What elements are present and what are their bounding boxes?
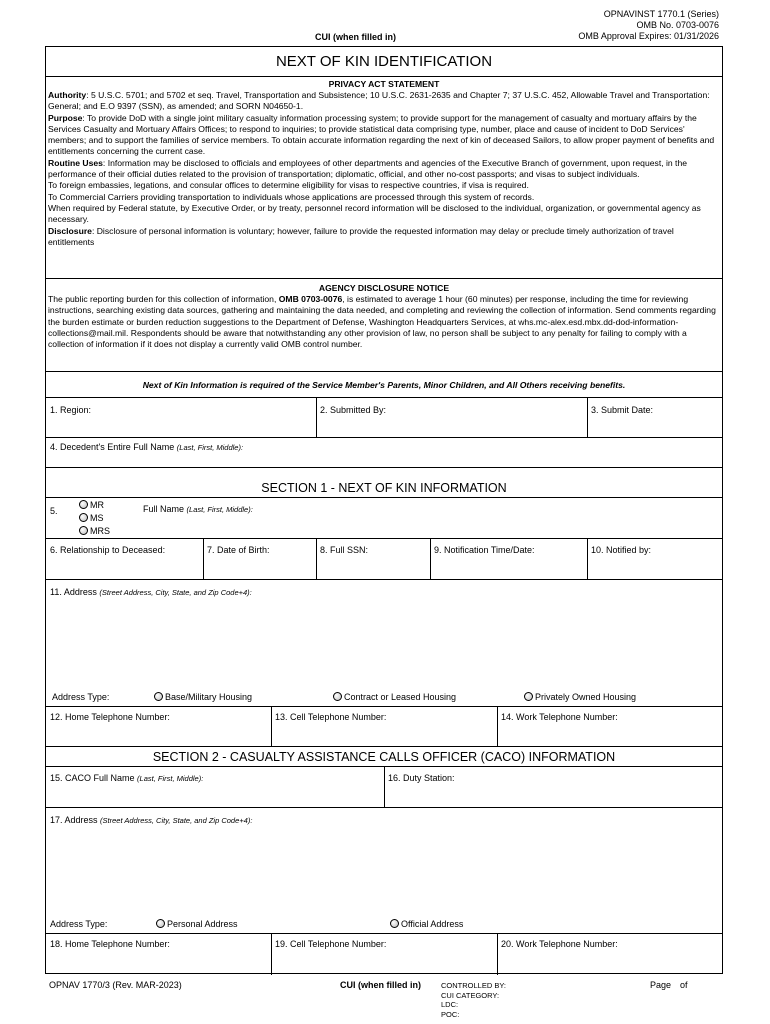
- nok-work-phone-field[interactable]: 14. Work Telephone Number:: [501, 712, 618, 722]
- privacy-act-title: PRIVACY ACT STATEMENT: [328, 79, 440, 89]
- form-body: [45, 46, 723, 974]
- radio-privately-owned-housing[interactable]: Privately Owned Housing: [524, 692, 636, 702]
- radio-icon: [390, 919, 399, 928]
- radio-mr[interactable]: MR: [79, 500, 104, 510]
- submit-date-field[interactable]: 3. Submit Date:: [591, 405, 654, 415]
- item-5-label: 5.: [50, 506, 58, 516]
- radio-icon: [156, 919, 165, 928]
- section-1-title: SECTION 1 - NEXT OF KIN INFORMATION: [261, 481, 507, 495]
- footer-cui-marking: CUI (when filled in): [340, 980, 421, 990]
- radio-icon: [154, 692, 163, 701]
- nok-home-phone-field[interactable]: 12. Home Telephone Number:: [50, 712, 170, 722]
- footer-page-of: of: [680, 980, 688, 990]
- relationship-field[interactable]: 6. Relationship to Deceased:: [50, 545, 166, 555]
- notification-time-field[interactable]: 9. Notification Time/Date:: [434, 545, 535, 555]
- caco-work-phone-field[interactable]: 20. Work Telephone Number:: [501, 939, 618, 949]
- header-instruction: OPNAVINST 1770.1 (Series): [603, 9, 719, 19]
- radio-icon: [79, 500, 88, 509]
- header-omb-expires: OMB Approval Expires: 01/31/2026: [578, 31, 719, 41]
- radio-icon: [333, 692, 342, 701]
- privacy-act-statement: Authority: 5 U.S.C. 5701; and 5702 et seq. Travel, Transportation and Subsistence; 10 U.S.C. 2631-2635 and Chapter 7; 37 U.S.C. 452, Allowable Travel and Transportation: General; and E.O 9397 (SSN), as amended; and SORN N04650-1. Purpose: To provide DoD with a single joint military casualty information processing system; to provide support for the management of casualty and mortuary affairs by the Services Casualty and Mortuary Affairs Offices; to respond to inquiries; to provide statistical data comprising type, number, place and cause of incident to DoD Services' members; and to support the families of service members. To obtain accurate information regarding the next of kin of deceased Sailors, to allow proper payment of benefits and entitlements concerning the current case. Routine Uses: Information may be disclosed to officials and employees of other departments and agencies of the Executive Branch of government, upon request, in the performance of their official duties related to the provision of transportation; diplomatic, official, and other no-cost passports; and visas to subject individuals. To foreign embassies, legations, and consular offices to determine eligibility for visas to respective countries, if visa is required. To Commercial Carriers providing transportation to individuals whose applications are processed through this system of records. When required by Federal statute, by Executive Order, or by treaty, personnel record information will be disclosed to the individual, organization, or governmental agency as necessary. Disclosure: Disclosure of personal information is voluntary; however, failure to provide the requested information may delay or preclude timely authorization of travel entitlements: [48, 90, 715, 247]
- radio-official-address[interactable]: Official Address: [390, 919, 463, 929]
- caco-cell-phone-field[interactable]: 19. Cell Telephone Number:: [275, 939, 387, 949]
- agency-disclosure-title: AGENCY DISCLOSURE NOTICE: [318, 283, 450, 293]
- next-of-kin-notice: Next of Kin Information is required of the Service Member's Parents, Minor Children, and All Others receiving benefits.: [142, 380, 626, 390]
- nok-address-field[interactable]: 11. Address (Street Address, City, State, and Zip Code+4):: [50, 587, 252, 597]
- caco-address-type-label: Address Type:: [50, 919, 108, 929]
- footer-form-number: OPNAV 1770/3 (Rev. MAR-2023): [49, 980, 182, 990]
- agency-disclosure-notice: The public reporting burden for this collection of information, OMB 0703-0076, is estimated to average 1 hour (60 minutes) per response, including the time for reviewing instructions, searching existing data sources, gathering and maintaining the data needed, and completing and reviewing the collection of information. Send comments regarding the burden estimate or burden reduction suggestions to the Department of Defense, Washington Headquarters Services, at whs.mc-alex.esd.mbx.dd-dod-information-collections@mail.mil. Respondents should be aware that notwithstanding any other provision of law, no person shall be subject to any penalty for failing to comply with a collection of information if it does not display a currently valid OMB control number.: [48, 294, 716, 350]
- caco-home-phone-field[interactable]: 18. Home Telephone Number:: [50, 939, 170, 949]
- date-of-birth-field[interactable]: 7. Date of Birth:: [207, 545, 270, 555]
- radio-icon: [79, 526, 88, 535]
- caco-full-name-field[interactable]: 15. CACO Full Name (Last, First, Middle):: [50, 773, 204, 783]
- header-cui-marking: CUI (when filled in): [315, 32, 396, 42]
- section-2-title: SECTION 2 - CASUALTY ASSISTANCE CALLS OFFICER (CACO) INFORMATION: [152, 750, 616, 764]
- radio-personal-address[interactable]: Personal Address: [156, 919, 238, 929]
- notified-by-field[interactable]: 10. Notified by:: [591, 545, 652, 555]
- caco-address-field[interactable]: 17. Address (Street Address, City, State, and Zip Code+4):: [50, 815, 253, 825]
- nok-address-type-label: Address Type:: [52, 692, 110, 702]
- nok-full-name-field[interactable]: Full Name (Last, First, Middle):: [143, 504, 253, 514]
- radio-mrs[interactable]: MRS: [79, 526, 110, 536]
- full-ssn-field[interactable]: 8. Full SSN:: [320, 545, 369, 555]
- decedent-name-field[interactable]: 4. Decedent's Entire Full Name (Last, First, Middle):: [50, 442, 244, 452]
- radio-contract-leased-housing[interactable]: Contract or Leased Housing: [333, 692, 456, 702]
- footer-page-label: Page: [650, 980, 672, 990]
- radio-ms[interactable]: MS: [79, 513, 104, 523]
- radio-icon: [79, 513, 88, 522]
- header-omb-number: OMB No. 0703-0076: [636, 20, 719, 30]
- duty-station-field[interactable]: 16. Duty Station:: [388, 773, 455, 783]
- radio-icon: [524, 692, 533, 701]
- nok-cell-phone-field[interactable]: 13. Cell Telephone Number:: [275, 712, 387, 722]
- footer-cui-block: CONTROLLED BY: CUI CATEGORY: LDC: POC:: [441, 981, 507, 1019]
- radio-base-military-housing[interactable]: Base/Military Housing: [154, 692, 252, 702]
- region-field[interactable]: 1. Region:: [50, 405, 92, 415]
- form-title: NEXT OF KIN IDENTIFICATION: [275, 53, 493, 70]
- submitted-by-field[interactable]: 2. Submitted By:: [320, 405, 387, 415]
